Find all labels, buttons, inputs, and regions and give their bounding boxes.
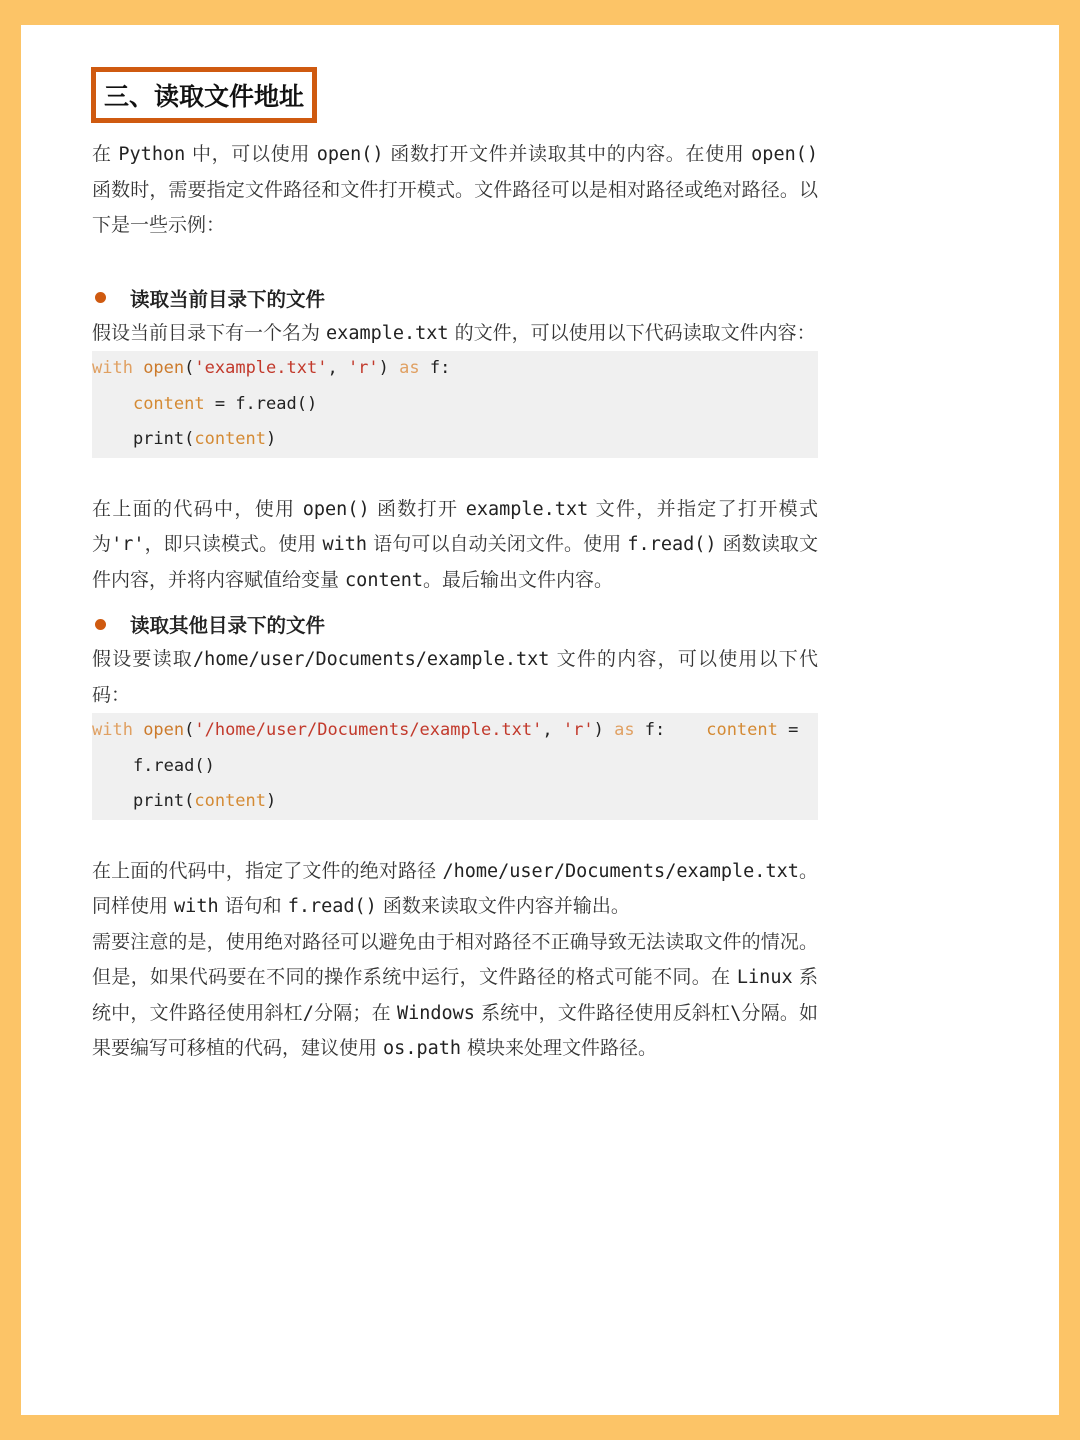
code-token: '/home/user/Documents/example.txt' [194,720,543,740]
inline-code: with [174,896,219,917]
text-run: 文件的内容，可以使用以下代码： [92,648,818,706]
text-run: 函数打开文件并读取其中的内容。在使用 [383,143,752,165]
intro-paragraph [92,137,818,244]
code-token: ) [266,429,277,449]
bullet-dot-icon [95,619,106,630]
inline-code: /home/user/Documents/example.txt [192,649,550,670]
text-run: 语句和 [218,895,288,917]
text-run: 的文件，可以使用以下代码读取文件内容： [448,321,816,344]
inline-code: with [322,534,368,555]
text-run: 分隔。如果要编写可移植的代码，建议使用 [92,1001,818,1059]
bullet-section-2 [92,606,818,642]
text-run: 假设当前目录下有一个名为 [92,321,327,344]
inline-code: Windows [396,1002,475,1024]
text-run: 模块来处理文件路径。 [461,1037,658,1059]
section2-description [92,642,818,713]
bullet-title-2: 读取其他目录下的文件 [130,614,326,637]
text-run: ，即只读模式。使用 [144,533,323,555]
inline-code: example.txt [465,498,589,520]
code-token: 'r' [347,358,379,378]
code-token: open [143,720,185,740]
inline-code: / [302,1002,314,1024]
text-run: 文件，并指定了打开模式为 [92,497,818,555]
section1-description [92,316,818,352]
text-run: 系统中，文件路径使用斜杠 [92,966,818,1024]
inline-code: f.read() [627,534,717,555]
code-token: , [327,358,348,378]
inline-code: open() [751,144,818,165]
text-run: 函数读取文件内容，并将内容赋值给变量 [92,533,818,591]
portability-note [92,925,818,1067]
code-token [92,394,133,414]
code-token: = [777,720,799,740]
code-line [92,749,818,785]
bullet-title-1: 读取当前目录下的文件 [130,287,326,311]
inline-code: /home/user/Documents/example.txt [442,860,799,882]
text-run: 在上面的代码中，使用 [92,497,303,520]
code-token: content [706,720,778,740]
section1-explanation [92,492,818,599]
inline-code: example.txt [326,322,449,344]
text-run: 在上面的代码中，指定了文件的绝对路径 [92,859,443,882]
section2-explanation [92,854,818,925]
text-run: 中，可以使用 [185,143,317,165]
code-token: ( [184,358,195,378]
code-token: content [194,429,267,449]
bullet-dot-icon [95,292,106,303]
code-block-2 [92,713,818,820]
inline-code: open() [302,498,370,520]
text-run: 在 [92,143,119,165]
code-token: print( [92,791,195,811]
code-token: content [194,791,267,811]
code-token: f: [419,358,451,378]
code-line [92,713,818,749]
inline-code: Linux [736,967,793,988]
code-token: with [92,720,144,740]
inline-code: open() [316,144,384,165]
code-token: , [542,720,563,740]
section-heading [91,67,317,123]
code-token: open [143,358,185,378]
text-run: 。同样使用 [92,859,818,917]
inline-code: Python [118,144,186,165]
code-line [92,387,818,423]
inline-code: \ [730,1002,742,1024]
text-run: 函数时，需要指定文件路径和文件打开模式。文件路径可以是相对路径或绝对路径。以下是一些示例： [92,178,818,236]
text-run: 函数打开 [369,497,466,520]
code-token: 'example.txt' [194,358,328,378]
code-token: as [614,720,635,740]
text-run: 。最后输出文件内容。 [423,568,614,591]
code-token: ) [266,791,277,811]
inline-code: os.path [383,1038,462,1059]
code-token: f: [634,720,707,740]
code-token: 'r' [562,720,594,740]
text-run: 函数来读取文件内容并输出。 [376,895,630,917]
code-line [92,784,818,820]
document-body [92,137,818,1067]
inline-code: f.read() [287,896,377,917]
text-run: 分隔；在 [313,1001,397,1024]
code-token: print( [92,429,195,449]
section-heading-text: 三、读取文件地址 [104,82,305,111]
code-block-1 [92,351,818,458]
code-line [92,351,818,387]
text-run: 系统中，文件路径使用反斜杠 [474,1001,731,1024]
code-token: with [92,358,144,378]
code-token: ( [184,720,195,740]
code-token: ) [378,358,400,378]
code-token: = f.read() [204,393,318,414]
code-token: ) [593,720,615,740]
bullet-section-1 [92,280,818,316]
code-token: f.read() [92,755,215,776]
code-line [92,422,818,458]
code-token: content [132,393,205,414]
text-run: 需要注意的是，使用绝对路径可以避免由于相对路径不正确导致无法读取文件的情况。但是，如果代码要在不同的操作系统中运行，文件路径的格式可能不同。在 [92,930,818,988]
inline-code: content [345,569,424,591]
inline-code: 'r' [111,534,145,555]
document-page [21,25,1059,1415]
text-run: 语句可以自动关闭文件。使用 [367,533,628,555]
text-run: 假设要读取 [92,648,193,670]
code-token: as [399,358,420,378]
